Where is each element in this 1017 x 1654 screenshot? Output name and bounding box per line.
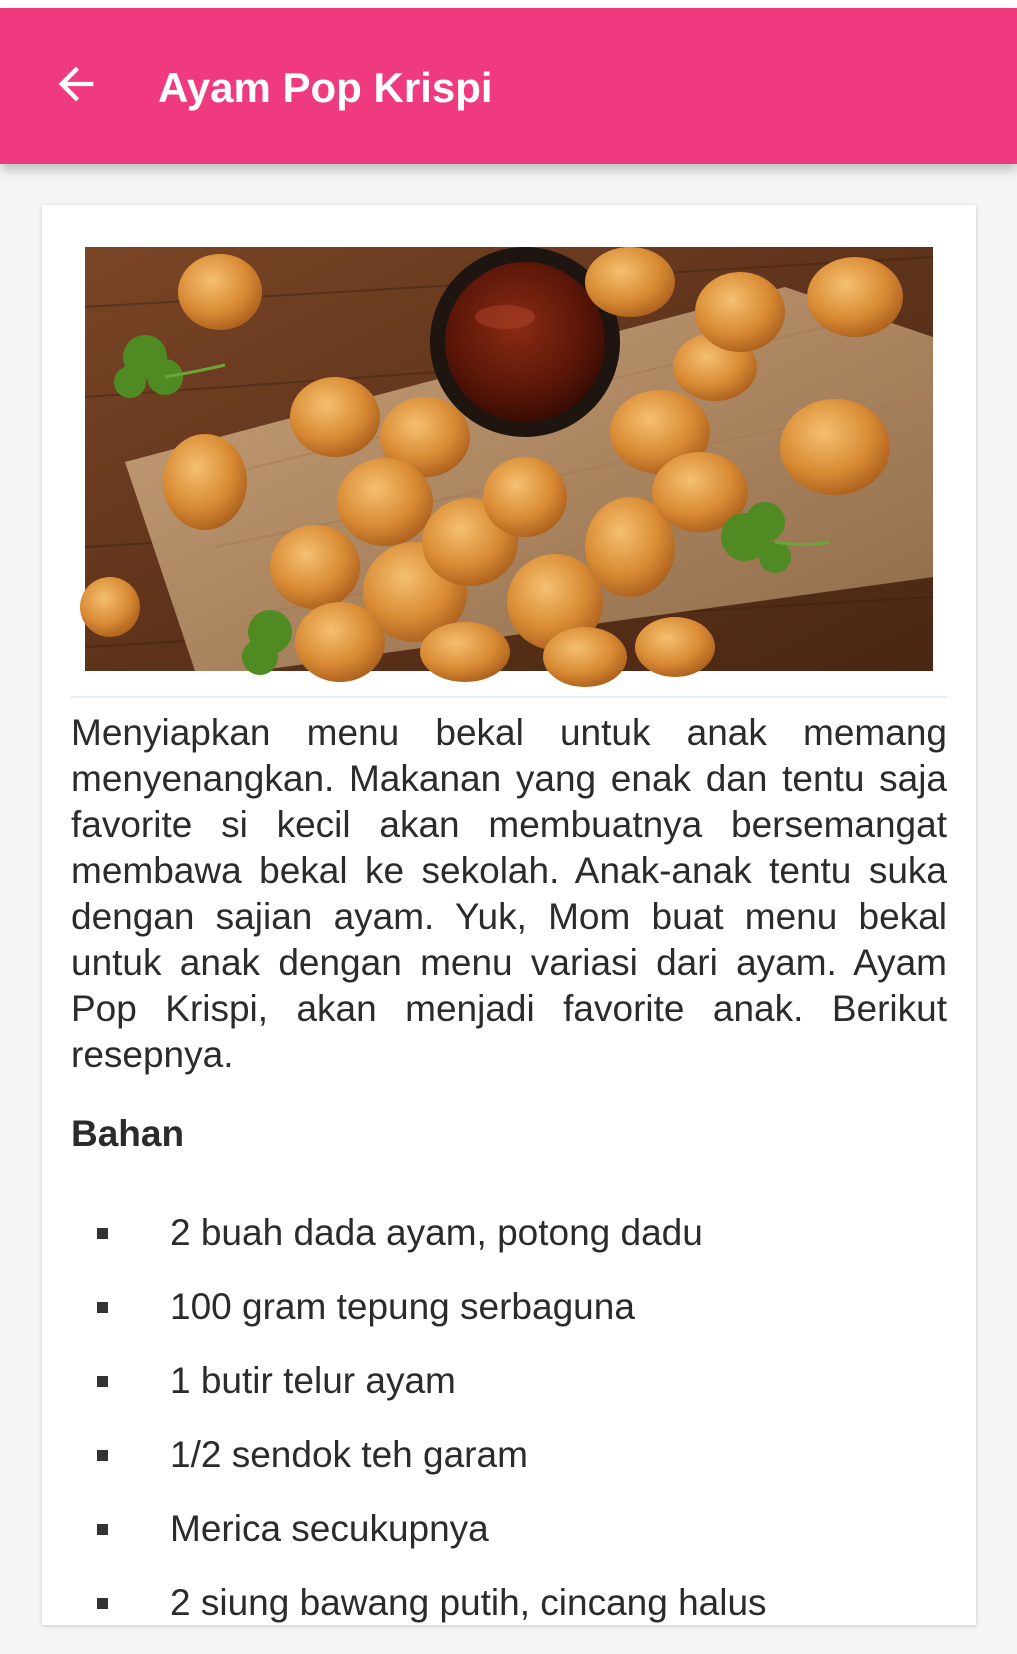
ingredient-item	[97, 1432, 957, 1506]
divider	[71, 696, 947, 698]
ingredient-text: Merica secukupnya	[170, 1508, 489, 1549]
ingredients-list	[97, 1210, 957, 1654]
bullet-icon	[97, 1302, 108, 1313]
bullet-icon	[97, 1450, 108, 1461]
bullet-icon	[97, 1376, 108, 1387]
bullet-icon	[97, 1524, 108, 1535]
ingredient-text: 100 gram tepung serbaguna	[170, 1286, 635, 1327]
arrow-left-icon	[50, 58, 102, 110]
page-title: Ayam Pop Krispi	[158, 64, 493, 111]
ingredient-item	[97, 1284, 957, 1358]
ingredient-text: 1/2 sendok teh garam	[170, 1434, 528, 1475]
app-bar	[0, 8, 1017, 164]
ingredient-item	[97, 1210, 957, 1284]
ingredient-item	[97, 1580, 957, 1654]
ingredient-text: 2 buah dada ayam, potong dadu	[170, 1212, 703, 1253]
back-button[interactable]	[36, 44, 116, 124]
bullet-icon	[97, 1228, 108, 1239]
status-strip	[0, 0, 1017, 8]
ingredients-heading: Bahan	[71, 1113, 185, 1154]
bullet-icon	[97, 1598, 108, 1609]
recipe-intro: Menyiapkan menu bekal untuk anak memang menyenangkan. Makanan yang enak dan tentu saja favorite si kecil akan membuatnya bersemangat membawa bekal ke sekolah. Anak-anak tentu suka dengan sajian ayam. Yuk, Mom buat menu bekal untuk anak dengan menu variasi dari ayam. Ayam Pop Krispi, akan menjadi favorite anak. Berikut resepnya.	[71, 712, 947, 1075]
ingredient-text: 1 butir telur ayam	[170, 1360, 456, 1401]
ingredient-text: 2 siung bawang putih, cincang halus	[170, 1582, 767, 1623]
ingredient-item	[97, 1358, 957, 1432]
ingredient-item	[97, 1506, 957, 1580]
recipe-photo	[85, 247, 933, 671]
article-card	[42, 205, 976, 1625]
